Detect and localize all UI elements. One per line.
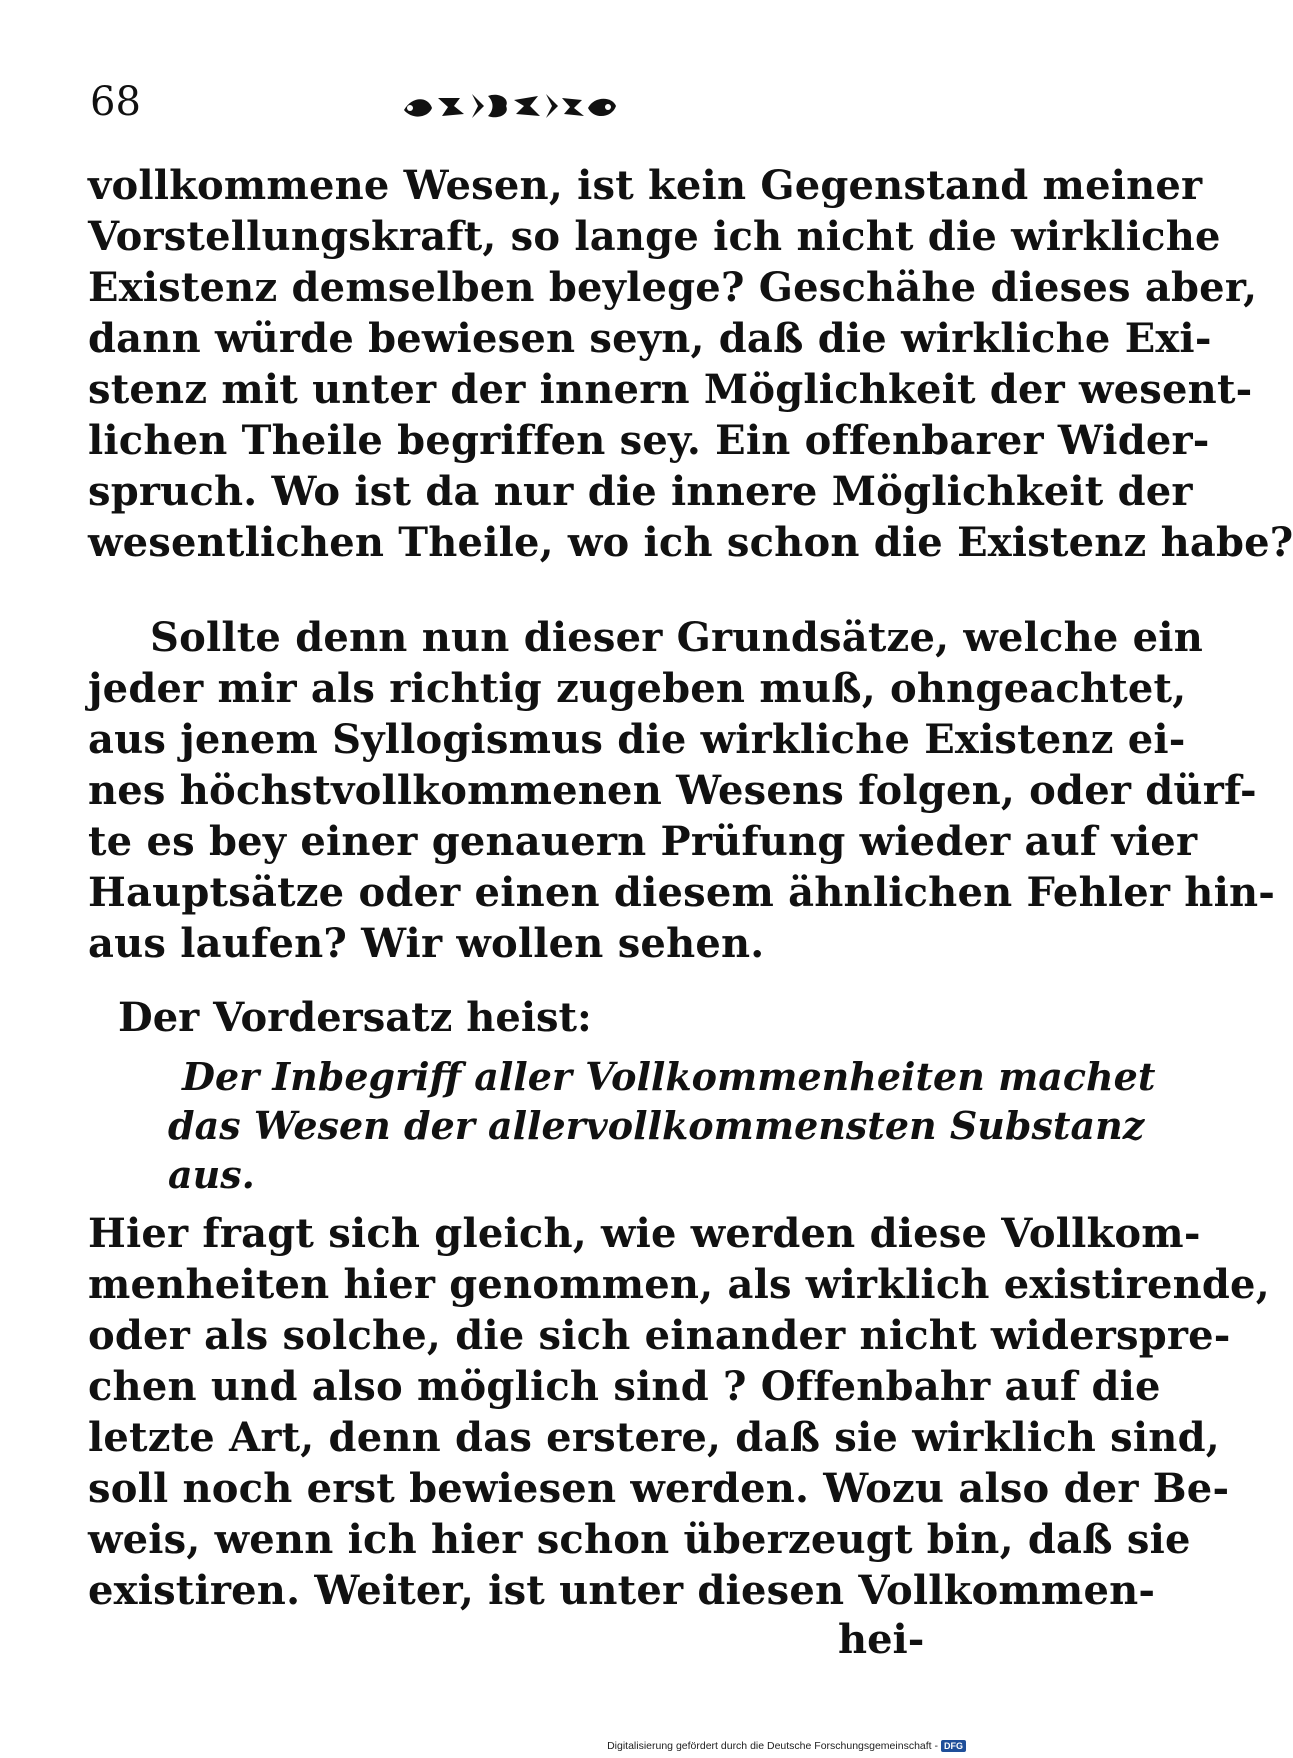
- text-line: lichen Theile begriffen sey. Ein offenbarer Wider-: [88, 417, 1210, 464]
- text-line: Vorstellungskraft, so lange ich nicht die wirkliche: [88, 213, 1221, 260]
- text-line: weis, wenn ich hier schon überzeugt bin, daß sie: [88, 1516, 1191, 1563]
- text-line: aus laufen? Wir wollen sehen.: [88, 920, 765, 967]
- catchword: hei-: [838, 1616, 925, 1663]
- digitization-credit: [607, 1740, 966, 1752]
- text-line: existiren. Weiter, ist unter diesen Vollkommen-: [88, 1567, 1156, 1614]
- paragraph-1: [88, 160, 1293, 568]
- text-line: Sollte denn nun dieser Grundsätze, welche ein: [150, 614, 1203, 661]
- text-line: menheiten hier genommen, als wirklich existirende,: [88, 1261, 1270, 1308]
- credit-text: Digitalisierung gefördert durch die Deutsche Forschungsgemeinschaft -: [607, 1740, 938, 1752]
- text-line: jeder mir als richtig zugeben muß, ohngeachtet,: [88, 665, 1187, 712]
- text-line: soll noch erst bewiesen werden. Wozu also der Be-: [88, 1465, 1230, 1512]
- dfg-logo-icon: DFG: [941, 1740, 966, 1752]
- text-line: spruch. Wo ist da nur die innere Möglichkeit der: [88, 468, 1193, 515]
- printer-ornament-icon: [398, 88, 620, 124]
- page-number: 68: [90, 79, 141, 125]
- text-line: dann würde bewiesen seyn, daß die wirkliche Exi-: [88, 315, 1212, 362]
- text-line: letzte Art, denn das erstere, daß sie wirklich sind,: [88, 1414, 1220, 1461]
- text-line: chen und also möglich sind ? Offenbahr auf die: [88, 1363, 1161, 1410]
- text-line: te es bey einer genauern Prüfung wieder auf vier: [88, 818, 1198, 865]
- paragraph-3: [88, 1208, 1270, 1616]
- text-line: oder als solche, die sich einander nicht widerspre-: [88, 1312, 1231, 1359]
- paragraph-2: [88, 612, 1276, 969]
- quote-line: das Wesen der allervollkommensten Substanz: [168, 1103, 1145, 1148]
- text-line: stenz mit unter der innern Möglichkeit der wesent-: [88, 366, 1253, 413]
- text-line: Hier fragt sich gleich, wie werden diese Vollkom-: [88, 1210, 1201, 1257]
- text-line: nes höchstvollkommenen Wesens folgen, oder dürf-: [88, 767, 1257, 814]
- text-line: Hauptsätze oder einen diesem ähnlichen Fehler hin-: [88, 869, 1276, 916]
- text-line: aus jenem Syllogismus die wirkliche Existenz ei-: [88, 716, 1186, 763]
- text-line: wesentlichen Theile, wo ich schon die Existenz habe?: [88, 519, 1293, 566]
- quote-line: aus.: [168, 1152, 255, 1197]
- premise-label: Der Vordersatz heist:: [118, 994, 592, 1041]
- text-line: vollkommene Wesen, ist kein Gegenstand meiner: [88, 162, 1203, 209]
- quote-line: Der Inbegriff aller Vollkommenheiten machet: [182, 1054, 1156, 1099]
- text-line: Existenz demselben beylege? Geschähe dieses aber,: [88, 264, 1258, 311]
- quoted-premise: [168, 1052, 1156, 1199]
